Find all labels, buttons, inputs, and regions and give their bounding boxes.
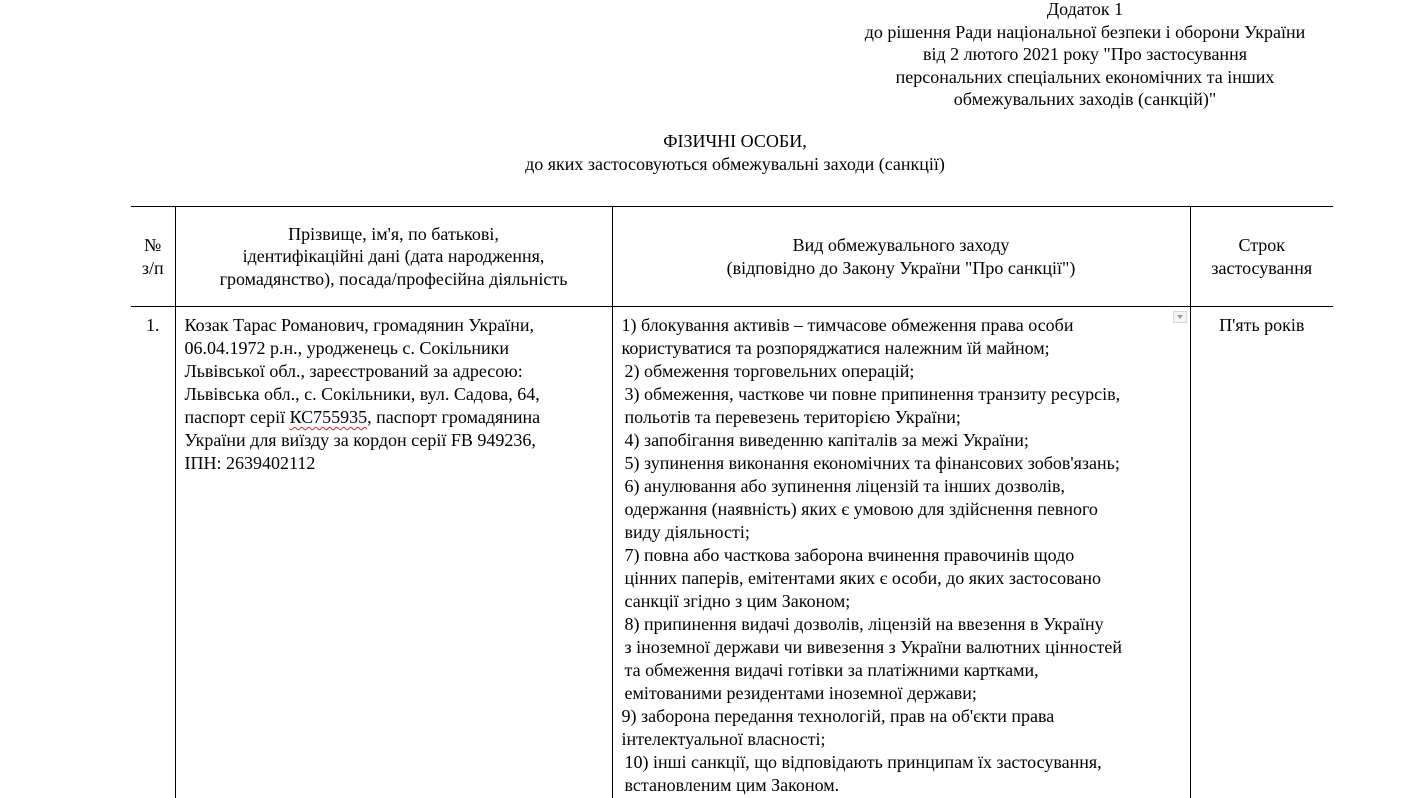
header-measure-line: (відповідно до Закону України "Про санкції") <box>617 257 1186 280</box>
measure-line: виду діяльності; <box>622 521 1186 544</box>
measure-line: санкції згідно з цим Законом; <box>622 590 1186 613</box>
measure-line: одержання (наявність) яких є умовою для здійснення певного <box>622 498 1186 521</box>
cell-dropdown-icon[interactable] <box>1173 311 1187 323</box>
measure-line: з іноземної держави чи вивезення з України валютних цінностей <box>622 636 1186 659</box>
measure-line: та обмеження видачі готівки за платіжними картками, <box>622 659 1186 682</box>
passport-prefix: паспорт серії <box>185 407 290 427</box>
measure-line: 7) повна або часткова заборона вчинення правочинів щодо <box>622 544 1186 567</box>
table-header-row <box>131 207 1333 307</box>
person-line: Львівської обл., зареєстрований за адресою: <box>185 360 608 383</box>
person-passport-line <box>185 406 608 429</box>
document-title <box>435 130 1035 175</box>
person-line: 06.04.1972 р.н., уродженець с. Сокільники <box>185 337 608 360</box>
header-person-line: ідентифікаційні дані (дата народження, <box>180 245 608 268</box>
annex-header <box>800 0 1370 111</box>
document-title-subheading: до яких застосовуються обмежувальні заходи (санкції) <box>435 153 1035 176</box>
annex-line: до рішення Ради національної безпеки і оборони України <box>800 21 1370 44</box>
measure-line: 5) зупинення виконання економічних та фінансових зобов'язань; <box>622 452 1186 475</box>
header-measure <box>612 207 1190 307</box>
measure-line: інтелектуальної власності; <box>622 728 1186 751</box>
table-row <box>131 307 1333 798</box>
person-details <box>175 307 612 798</box>
measure-line: емітованими резидентами іноземної держави; <box>622 682 1186 705</box>
measure-line: 6) анулювання або зупинення ліцензій та інших дозволів, <box>622 475 1186 498</box>
annex-line: обмежувальних заходів (санкцій)" <box>800 88 1370 111</box>
measures-list <box>612 307 1190 798</box>
annex-line: від 2 лютого 2021 року "Про застосування <box>800 43 1370 66</box>
person-line: Львівська обл., с. Сокільники, вул. Садова, 64, <box>185 383 608 406</box>
annex-line: персональних спеціальних економічних та інших <box>800 66 1370 89</box>
measure-line: 10) інші санкції, що відповідають принципам їх застосування, <box>622 751 1186 774</box>
measure-line: користуватися та розпоряджатися належним їй майном; <box>622 337 1186 360</box>
sanction-term: П'ять років <box>1190 307 1333 798</box>
header-number-line: з/п <box>135 257 171 280</box>
sanctions-table <box>131 206 1333 798</box>
measure-line: 9) заборона передання технологій, прав на об'єкти права <box>622 705 1186 728</box>
document-title-heading: ФІЗИЧНІ ОСОБИ, <box>435 130 1035 153</box>
measure-line: 3) обмеження, часткове чи повне припинення транзиту ресурсів, <box>622 383 1186 406</box>
header-person-line: Прізвище, ім'я, по батькові, <box>180 223 608 246</box>
header-term-line: застосування <box>1195 257 1330 280</box>
person-line: ІПН: 2639402112 <box>185 452 608 475</box>
measure-line: 8) припинення видачі дозволів, ліцензій на ввезення в Україну <box>622 613 1186 636</box>
measure-line: цінних паперів, емітентами яких є особи, до яких застосовано <box>622 567 1186 590</box>
header-measure-line: Вид обмежувального заходу <box>617 234 1186 257</box>
measure-line: 2) обмеження торговельних операцій; <box>622 360 1186 383</box>
measure-line: 1) блокування активів – тимчасове обмеження права особи <box>622 314 1186 337</box>
person-line: Козак Тарас Романович, громадянин України, <box>185 314 608 337</box>
annex-title: Додаток 1 <box>800 0 1370 21</box>
passport-suffix: , паспорт громадянина <box>367 407 540 427</box>
header-person-line: громадянство), посада/професійна діяльність <box>180 268 608 291</box>
passport-number[interactable]: КС755935 <box>290 407 368 427</box>
header-term-line: Строк <box>1195 234 1330 257</box>
measure-line: встановленим цим Законом. <box>622 774 1186 797</box>
header-term <box>1190 207 1333 307</box>
header-person <box>175 207 612 307</box>
measure-line: польотів та перевезень територією України; <box>622 406 1186 429</box>
measure-line: 4) запобігання виведенню капіталів за межі України; <box>622 429 1186 452</box>
header-number <box>131 207 175 307</box>
row-number: 1. <box>131 307 175 798</box>
header-number-line: № <box>135 234 171 257</box>
person-line: України для виїзду за кордон серії FB 949236, <box>185 429 608 452</box>
